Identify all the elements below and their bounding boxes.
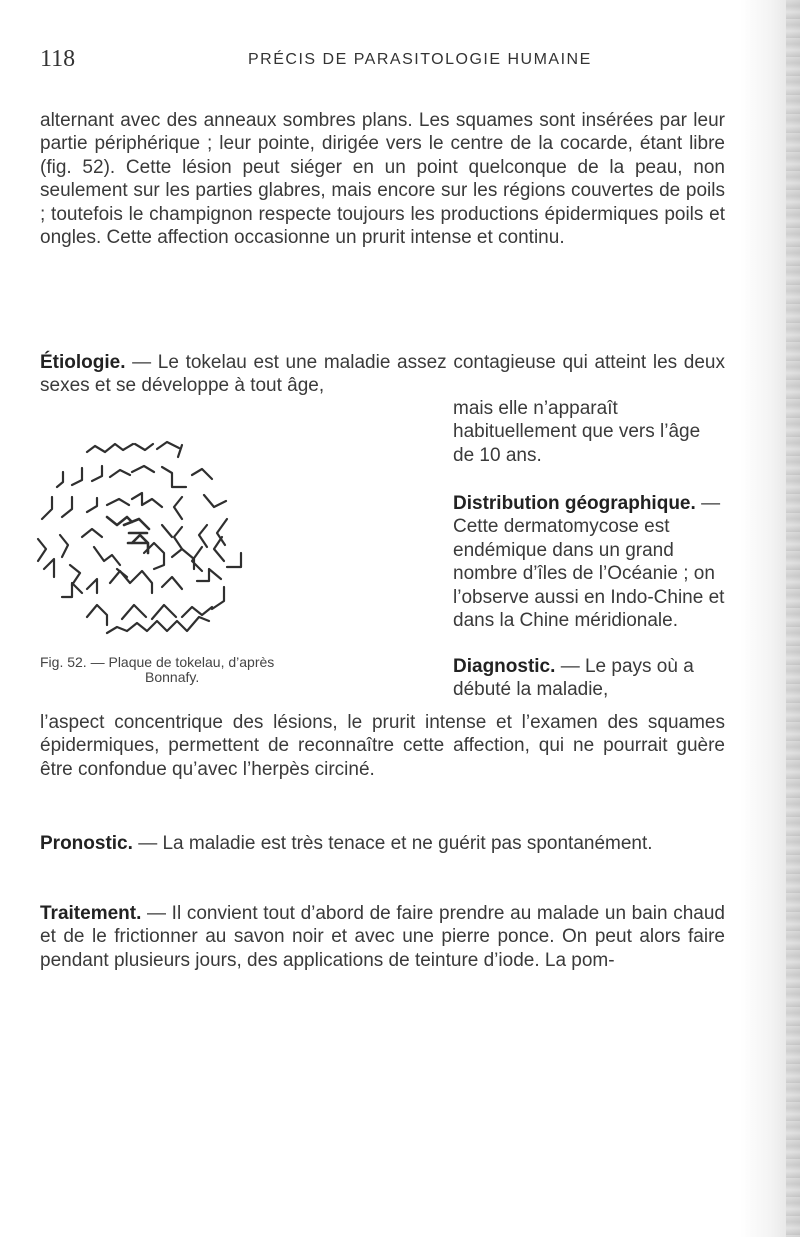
distribution-text: — Cette dermatomycose est endémique dans un grand nombre d’îles de l’Océanie ; on l’observe aussi en Indo-Chine et dans la Chine méridionale. bbox=[453, 493, 725, 632]
figure-caption-line2: Bonnafy. bbox=[145, 669, 200, 685]
diagnostic-wrapped-paragraph bbox=[453, 655, 725, 702]
etiologie-text: — Le tokelau est une maladie assez contagieuse qui atteint les deux sexes et se développe à tout âge, bbox=[40, 352, 725, 397]
running-title: PRÉCIS DE PARASITOLOGIE HUMAINE bbox=[248, 51, 592, 68]
pronostic-paragraph bbox=[40, 832, 725, 855]
diagnostic-heading: Diagnostic. bbox=[453, 656, 556, 677]
figure-caption-line1: Plaque de tokelau, d’après bbox=[108, 654, 275, 670]
traitement-text: — Il convient tout d’abord de faire prendre au malade un bain chaud et de le frictionner au savon noir et avec une pierre ponce. On peut alors faire pendant plusieurs jours, des applications de teinture d’iode. La pom- bbox=[40, 903, 726, 971]
pronostic-heading: Pronostic. bbox=[40, 833, 133, 854]
etiologie-paragraph bbox=[40, 351, 725, 398]
intro-paragraph: alternant avec des anneaux sombres plans. Les squames sont insérées par leur partie périphérique ; leur pointe, dirigée vers le centre de la cocarde, étant libre (fig. 52). Cette lésion peut siéger en un point quelconque de la peau, non seulement sur les parties glabres, mais encore sur les régions couvertes de poils ; toutefois le champignon respecte toujours les productions épidermiques poils et ongles. Cette affection occasionne un prurit intense et continu. bbox=[40, 110, 725, 249]
page-edge-shadow bbox=[786, 0, 800, 1237]
distribution-heading: Distribution géographique. bbox=[453, 493, 696, 514]
diagnostic-text: l’aspect concentrique des lésions, le prurit intense et l’examen des squames épidermiques, permettent de reconnaître cette affection, qui ne pourrait guère être confondue qu’avec l’herpès circiné. bbox=[40, 712, 725, 780]
figure-label: Fig. 52. — bbox=[40, 654, 105, 670]
figure-tokelau-plaque bbox=[32, 397, 342, 642]
pronostic-text: — La maladie est très tenace et ne guérit pas spontanément. bbox=[138, 833, 653, 854]
diagnostic-text-wrapped: — Le pays où a débuté la maladie, bbox=[453, 656, 694, 701]
page-header bbox=[40, 46, 730, 76]
traitement-heading: Traitement. bbox=[40, 903, 142, 924]
traitement-paragraph bbox=[40, 902, 725, 972]
page-number: 118 bbox=[40, 46, 76, 72]
tokelau-plaque-illustration bbox=[32, 397, 342, 642]
figure-caption bbox=[40, 655, 340, 685]
distribution-paragraph bbox=[453, 492, 725, 632]
etiologie-heading: Étiologie. bbox=[40, 352, 126, 373]
etiologie-wrapped-text: mais elle n’apparaît habituellement que vers l’âge de 10 ans. bbox=[453, 398, 701, 466]
